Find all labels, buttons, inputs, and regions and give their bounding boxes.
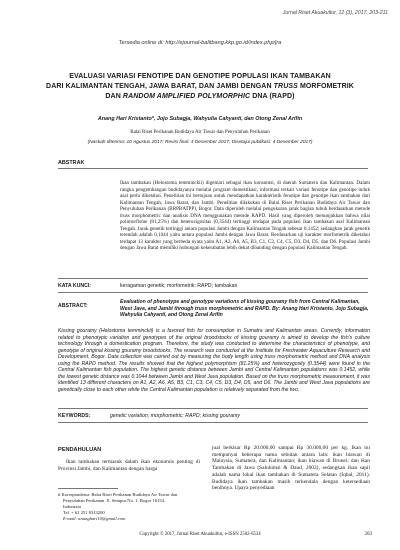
journal-reference: Jurnal Riset Akuakultur, 12 (3), 2017, 203-211 bbox=[282, 10, 388, 16]
english-abstract-title: Evaluation of phenotype and genotype variations of kissing gouramy fish from Central Kalimantan, West Java, and Jambi through truss morphometric and RAPD. By: Anang Hari Kristanto, Jojo Subagja, Wahyulia Cahyanti, and Otong Zenal Arifin bbox=[120, 299, 369, 319]
authors: Anang Hari Kristanto*, Jojo Subagja, Wahyulia Cahyanti, dan Otong Zenal Arifin bbox=[97, 116, 303, 122]
keywords-id-text: keragaman genetik; morfometrik; RAPD; tambakan bbox=[120, 283, 238, 289]
paper-title bbox=[40, 72, 360, 102]
footnote-line: Tel. + 62 251 8313200 bbox=[63, 510, 105, 515]
page-number: 203 bbox=[364, 532, 372, 537]
footer-copyright: Copyright © 2017, Jurnal Riset Akuakultur, e-ISSN 2502-6534 bbox=[139, 532, 261, 537]
intro-left-column bbox=[58, 459, 200, 473]
keywords-en-label: KEYWORDS: bbox=[58, 413, 91, 419]
title-line-1: EVALUASI VARIASI FENOTIPE DAN GENOTIPE POPULASI IKAN TAMBAKAN bbox=[69, 73, 331, 80]
footnote-line: Indonesia bbox=[63, 504, 81, 509]
availability-link[interactable]: Tersedia online di: http://ejournal-balitbang.kkp.go.id/index.php/jra bbox=[118, 40, 282, 46]
title-line-3c: DNA (RAPD) bbox=[250, 93, 295, 100]
intro-right-text: jual berkisar Rp 20.000,00 sampai Rp 30.000,00 per kg. Ikan ini mempunyai beberapa nama sebutan antara lain: ikan biawan di Malaysia, Sumatera, dan Kalimantan; ikan biawan di Brunei; dan ikan Tambakan di Jawa (Saluhimsi & Daud, 2002), sedangkan ikan sapil adalah nama lokal ikan tambakan di Sumatera Selatan (Iqbal, 2011). Budidaya ikan tambakan masih terkendala dengan ketersediaan benihnya. Upaya penyediaan bbox=[212, 445, 370, 492]
abstract-rule-top bbox=[58, 168, 368, 169]
keywords-rule-bottom bbox=[58, 292, 368, 293]
affiliation: Balai Riset Perikanan Budidaya Air Tawar dan Penyuluhan Perikanan bbox=[130, 130, 270, 135]
abstract-paragraph: Ikan tambakan (Helostoma temminckii) digemari sebagai ikan konsumsi, di daerah Sumatera dan Kalimantan. Dalam rangka pengembangan budidayanya melalui program domestikasi, informasi terkait variasi fenotipe dan genotipe induk asal perlu diketahui. Penelitian ini bertujuan untuk mendapatkan karakteristik fenotipe dan genotipe ikan tambakan dari Kalimantan Tengah, Jawa Barat, dan Jambi. Penelitian dilakukan di Balai Riset Perikanan Budidaya Air Tawar dan Penyuluhan Perikanan (BRPBATPP), Bogor. Data diperoleh melalui pengukuran jarak bagian tubuh berdasarkan metode truss morphometric dan analisis DNA menggunakan metode RAPD. Hasil yang diperoleh menunjukkan bahwa nilai polimorfisme (81,25%) dan heterozigositas (0,3544) tertinggi terdapat pada populasi ikan tambakan asal Kalimantan Tengah. Jarak genetik tertinggi antara populasi Jambi dengan Kalimantan Tengah sebesar 0,1452; sedangkan jarak genetik terendah adalah 0,1044 yaitu antara populasi Jambi dengan Jawa Barat. Berdasarkan uji karakter morfometrik diketahui terdapat 13 karakter yang berbeda nyata yaitu A1, A2, A6, A5, B3, C1, C3, C4, C5, D3, D4, D5, dan D6. Populasi Jambi dengan Jawa Barat memiliki hubungan kekerabatan lebih dekat dibanding dengan populasi Kalimantan Tengah. bbox=[120, 180, 370, 252]
title-line-2a: DARI KALIMANTAN TENGAH, JAWA BARAT, DAN JAMBI DENGAN bbox=[46, 83, 274, 90]
abstract-heading: ABSTRAK bbox=[58, 160, 85, 166]
footnote-email[interactable]: E-mail: ananghari10@gmail.com bbox=[63, 516, 126, 521]
footnote bbox=[58, 492, 203, 522]
footnote-rule bbox=[58, 488, 118, 489]
footnote-line: # Korespondensi: Balai Riset Perikanan Budidaya Air Tawar dan bbox=[58, 492, 178, 497]
english-abstract-text: Kissing gouramy (Helostoma temminckii) is a favored fish for consumption in Sumatra and Kalimantan areas. Currently, information related to phenotypic variation and genotypes of the original broodstocks of kissing gouramy is aimed to develop the fish's culture technology through a domestication program. Therefore, the study was conducted to determine the characteristics of phenotype, and genotype of original kissing gouramy broodstocks. The research was conducted at the Institute for Freshwater Aquaculture Research and Development, Bogor. Data collection was carried out by measuring the body length using truss morphometric method and DNA analysis using the RAPD method. The results showed that the highest polymorphism (81.25%) and heterozygosity (0.3544) were found in the Central Kalimantan fish population. The highest genetic distance between Jambi and Central Kalimantan populations was 0.1452, while the lowest genetic distance was 0.1044 between Jambi and West Java population. Based on the truss morphometric measurement, it was identified 13 different characters on A1, A2, A6, A5, B3, C1, C3, C4, C5, D3, D4, D5, and D6. The Jambi and West Java populations are genetically close to each other while the Central Kalimantan population is relatively separated from the two. bbox=[58, 328, 370, 393]
keywords-rule-top bbox=[58, 278, 368, 279]
intro-left-text: Ikan tambakan termasuk dalam ikan ekonomis penting di Provinsi Jambi, dan Kalimantan dengan harga bbox=[58, 459, 200, 472]
title-line-3b: RANDOM AMPLIFIED POLYMORPHIC bbox=[122, 93, 251, 100]
abstract-text bbox=[120, 180, 370, 252]
footnote-line: Penyuluhan Perikanan. Jl. Sempur No. 1, Bogor 16154, bbox=[63, 498, 166, 503]
received-dates: (Naskah diterima: 10 Agustus 2017; Revisi final: 4 Desember 2017; Disetujui publikasi: 4 Desember 2017) bbox=[87, 140, 313, 145]
intro-heading: PENDAHULUAN bbox=[58, 447, 102, 453]
title-line-3a: DAN bbox=[105, 93, 123, 100]
title-line-2 bbox=[40, 82, 360, 92]
intro-right-column bbox=[212, 445, 370, 492]
english-abstract-label: ABSTRACT: bbox=[58, 303, 88, 309]
keywords-en-rule-bottom bbox=[58, 422, 368, 423]
keywords-en-text: genetic variation; morphometric; RAPD; kissing gouramy bbox=[110, 413, 241, 419]
keywords-en-rule-top bbox=[58, 408, 368, 409]
title-line-3 bbox=[40, 92, 360, 102]
keywords-id-label: KATA KUNCI: bbox=[58, 283, 92, 289]
title-line-2b: TRUSS bbox=[273, 83, 298, 90]
title-line-2c: MORFOMETRIK bbox=[297, 83, 354, 90]
